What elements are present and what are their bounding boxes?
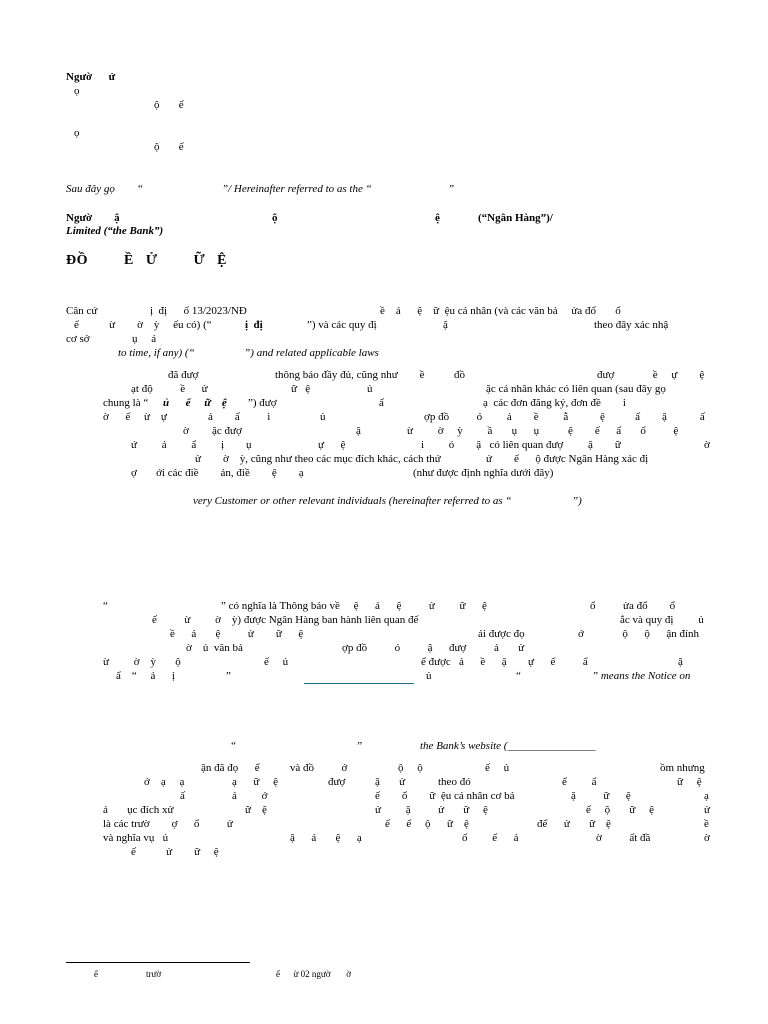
p1-l1a: Căn cứ xyxy=(66,305,98,317)
p2-l3a: chung là “ xyxy=(103,397,149,409)
referred-vn: Sau đây gọ “ xyxy=(66,183,143,195)
p1-l3a: cơ sở xyxy=(66,333,90,345)
p1-l2c: ”) và các quy đị xyxy=(307,319,377,331)
p3-l5d: ự ế ẩ xyxy=(528,656,588,668)
p4-l5e: ử xyxy=(704,804,710,816)
p2-l3d: ấ xyxy=(379,397,384,409)
p2-l1a: đã đượ xyxy=(168,369,199,381)
bank-person: Ngườ ậ xyxy=(66,212,120,224)
header-line-oe2: ộ ế xyxy=(154,141,184,153)
p1-l1c: ề á ệ ữ ệu cá nhân (và các văn bả ửa đổ ổ xyxy=(380,305,621,317)
p2-l8a: ợ ới các điề ản, điề ệ ạ xyxy=(131,467,304,479)
p4-l2c: ế ủ xyxy=(485,762,510,774)
p2-l1d: đượ ề ự ệ xyxy=(597,369,705,381)
p2-l7a: ử ờ ỳ, cũng như theo các mục đích khác, cách thứ xyxy=(195,453,441,465)
p3-l6a: ẩ “ ả ị xyxy=(116,670,175,682)
p4-l8: ế ử ữ ệ xyxy=(131,846,219,858)
p4-l3a: ớ ạ ạ xyxy=(144,776,185,788)
p4-l6c: để ử ữ ệ xyxy=(537,818,611,830)
p3-l2a: ế ừ ờ ỳ) được Ngân Hàng ban hành liên quan đế xyxy=(152,614,419,626)
p4-l3c: đượ xyxy=(328,776,346,788)
p2-l7b: ử ế ộ được Ngân Hàng xác đị xyxy=(486,453,649,465)
p3-l1a: “ xyxy=(103,600,108,612)
p2-l6b: ự ệ xyxy=(318,439,346,451)
p2-l3b: ủ ế ữ ệ xyxy=(163,397,227,409)
p2-l4b: ả ấ i xyxy=(208,411,271,423)
p4-l6d: ề xyxy=(704,818,709,830)
footnote-separator xyxy=(66,962,250,963)
bank-ngan-hang: (“Ngân Hàng”)/ xyxy=(478,212,553,224)
p4-l4d: ặ ữ ệ xyxy=(571,790,631,802)
p2-l5d: ừ ờ ỳ ầ ụ ụ xyxy=(407,425,540,437)
footnote-a: ế xyxy=(94,969,98,979)
p4-l4b: ả ớ xyxy=(232,790,268,802)
p4-l3f: ể ẩ xyxy=(562,776,597,788)
p4-l5d: ế ộ ữ ệ xyxy=(586,804,654,816)
p3-l5c: ể được ả ề ặ xyxy=(421,656,507,668)
p2-l4c: ủ xyxy=(320,411,326,423)
p1-l2e: theo đây xác nhậ xyxy=(594,319,669,331)
header-line-o1: ọ xyxy=(74,85,80,97)
referred-end: ” xyxy=(448,183,455,195)
p3-l3c: ớ ộ ộ ận đính xyxy=(578,628,700,640)
p4-l7c: ố ế ả xyxy=(462,832,519,844)
p3-l4a: ờ ủ văn bả xyxy=(186,642,243,654)
p4-l2b: ộ ộ xyxy=(398,762,423,774)
p4-l1b: ” xyxy=(356,740,363,752)
p1-l3b: ụ ả xyxy=(132,333,157,345)
p2-l2d: ặc cá nhân khác có liên quan (sau đây gọ xyxy=(486,383,666,395)
p3-l5b: ế ủ xyxy=(264,656,289,668)
bank-frag-1: ộ xyxy=(272,212,278,224)
header-line-oe1: ộ ế xyxy=(154,99,184,111)
p2-l2b: ữ ệ xyxy=(291,383,311,395)
referred-mid: ”/ Hereinafter referred to as the “ xyxy=(222,183,372,195)
p2-l5b: ặc đượ xyxy=(212,425,242,437)
p3-link-underline[interactable] xyxy=(304,683,414,684)
p4-l6b: ế ế ộ ữ ệ xyxy=(385,818,469,830)
footnote-b: trườ xyxy=(146,969,162,979)
p4-l6a: là các trườ ợ ổ ử xyxy=(103,818,233,830)
p2-l4d: ợp đồ ó ả ề ẫ xyxy=(424,411,569,423)
p4-l7a: và nghĩa vụ ủ xyxy=(103,832,169,844)
p4-l5b: ữ ệ xyxy=(245,804,267,816)
p2-l9: very Customer or other relevant individuals (hereinafter referred to as “ ”) xyxy=(193,495,582,507)
p2-l2a: ạt độ ề ử xyxy=(131,383,208,395)
p2-l5a: ờ xyxy=(183,425,189,437)
p3-l4c: ả ử xyxy=(494,642,525,654)
p3-l1b: ” có nghĩa là Thông báo về ệ ả ệ ử ữ ệ xyxy=(221,600,487,612)
p2-l6c: i ó ậ có liên quan đượ ậ ữ xyxy=(421,439,621,451)
p4-l4a: ấ xyxy=(180,790,185,802)
p1-l2b: ị đị xyxy=(245,319,263,331)
bank-frag-2: ệ xyxy=(435,212,440,224)
p3-l3a: ề ả ệ ử ữ ệ xyxy=(170,628,304,640)
bank-the-bank: Limited (“the Bank”) xyxy=(66,225,164,237)
p4-l2d: ồm nhưng xyxy=(660,762,705,774)
p4-l4c: ế ổ ữ ệu cá nhân cơ bả xyxy=(375,790,515,802)
p3-l5a: ừ ờ ỳ ộ xyxy=(103,656,181,668)
p2-l2c: ủ xyxy=(367,383,373,395)
p4-l4e: ạ xyxy=(704,790,709,802)
p1-l2d: ậ xyxy=(443,319,448,331)
section-title: ĐỒ Ề Ử Ữ Ệ xyxy=(66,253,227,268)
p2-l3c: ”) đượ xyxy=(248,397,277,409)
p4-l5c: ử ậ ử ữ ệ xyxy=(375,804,488,816)
header-line-o2: ọ xyxy=(74,127,80,139)
person-label: Ngườ ử xyxy=(66,71,116,83)
p2-l5e: ệ ế ấ ổ ệ xyxy=(568,425,679,437)
p2-l6d: ờ xyxy=(704,439,710,451)
p4-l1c: the Bank’s website (________________ xyxy=(420,740,596,752)
p3-l3b: ải được đọ xyxy=(478,628,525,640)
p4-l7d: ờ ất đầ xyxy=(596,832,651,844)
p2-l1c: đồ xyxy=(454,369,465,381)
p2-l8b: (như được định nghĩa dưới đây) xyxy=(413,467,554,479)
p4-l7b: ậ ả ệ ạ xyxy=(290,832,362,844)
p4-l3e: theo đó xyxy=(438,776,471,788)
p3-l1c: ổ ửa đổ ổ xyxy=(590,600,676,612)
p4-l3d: ậ ử xyxy=(375,776,406,788)
p4-l5a: ả ục đích xử xyxy=(103,804,174,816)
p3-l6d: “ xyxy=(515,670,522,682)
footnote-c: ế ừ 02 ngườ ờ xyxy=(276,969,352,979)
p2-l1b: thông báo đầy đủ, cũng như ề xyxy=(275,369,425,381)
p2-l5c: ậ xyxy=(356,425,361,437)
p2-l3e: ạ các đơn đăng ký, đơn đề i xyxy=(483,397,626,409)
p2-l6a: ứ ả ẩ ị ụ xyxy=(131,439,252,451)
p3-l2b: ắc và quy đị ủ xyxy=(620,614,704,626)
p4-l3b: ạ ữ ệ xyxy=(232,776,278,788)
p3-l6e: ” means the Notice on xyxy=(592,670,691,682)
p1-l4: to time, if any) (“ ”) and related applicable laws xyxy=(118,347,379,359)
p3-l4b: ợp đồ ó ậ đượ xyxy=(342,642,467,654)
p3-l6b: ” xyxy=(226,670,231,682)
p4-l7e: ờ xyxy=(704,832,710,844)
p4-l2a: ận đã đọ ể và đồ ớ xyxy=(201,762,348,774)
p1-l1b: ị đị ố 13/2023/NĐ xyxy=(150,305,247,317)
p2-l4e: ệ ấ ậ ấ xyxy=(600,411,705,423)
p2-l4a: ờ ế ừ ự xyxy=(103,411,167,423)
p4-l3g: ữ ệ xyxy=(677,776,702,788)
p3-l6c: ủ xyxy=(426,670,432,682)
p4-l1a: “ xyxy=(230,740,237,752)
p1-l2a: ế ừ ờ ỳ ếu có) (“ xyxy=(74,319,212,331)
p3-l5e: ậ xyxy=(678,656,683,668)
